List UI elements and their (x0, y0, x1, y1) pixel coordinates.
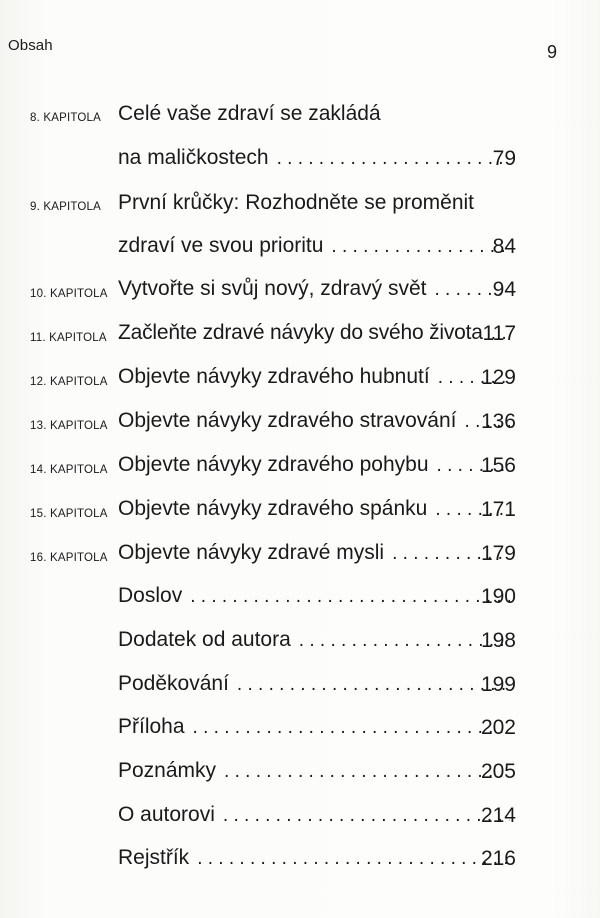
toc-entry-dodatek (0, 625, 600, 655)
running-head: Obsah (8, 37, 53, 54)
chapter-label: 16. KAPITOLA (30, 552, 108, 564)
page-ref: 199 (480, 673, 516, 696)
page-number: 9 (546, 42, 557, 62)
toc-entry-chapter-13 (0, 406, 600, 436)
toc-entry-doslov (0, 581, 600, 611)
toc-entry-chapter-9 (0, 187, 600, 217)
page-ref: 190 (480, 585, 516, 608)
leader-dots (197, 845, 510, 873)
chapter-title-line-1: Celé vaše zdraví se zakládá (118, 102, 381, 125)
chapter-label: 14. KAPITOLA (30, 464, 108, 476)
page-ref: 129 (480, 366, 516, 389)
toc-entry-chapter-8-cont (0, 143, 600, 173)
leader-dots (237, 671, 510, 699)
chapter-label: 12. KAPITOLA (30, 376, 108, 388)
toc-entry-chapter-12 (0, 362, 600, 392)
page-ref: 117 (482, 322, 516, 345)
chapter-title: Objevte návyky zdravého spánku (118, 497, 428, 520)
chapter-label: 13. KAPITOLA (30, 420, 108, 432)
page-ref: 171 (480, 498, 516, 521)
chapter-label: 8. KAPITOLA (30, 112, 102, 124)
section-title: Rejstřík (118, 846, 190, 869)
chapter-title: Začleňte zdravé návyky do svého života (118, 321, 483, 344)
chapter-title: Vytvořte si svůj nový, zdravý svět (118, 277, 427, 300)
page-ref: 156 (480, 454, 516, 477)
chapter-title-line-2: zdraví ve svou prioritu (118, 234, 324, 257)
chapter-title: Objevte návyky zdravého stravování (118, 409, 457, 432)
section-title: Poděkování (118, 672, 229, 695)
toc-entry-chapter-9-cont (0, 231, 600, 261)
chapter-title: Objevte návyky zdravého pohybu (118, 453, 429, 476)
section-title: Poznámky (118, 759, 217, 782)
chapter-label: 9. KAPITOLA (30, 201, 102, 213)
chapter-title: Objevte návyky zdravé mysli (118, 541, 385, 564)
toc-entry-rejstrik (0, 843, 600, 873)
chapter-title-line-1: První krůčky: Rozhodněte se proměnit (118, 191, 474, 214)
page-ref: 84 (492, 235, 516, 258)
toc-entry-chapter-8 (0, 98, 600, 128)
chapter-label: 15. KAPITOLA (30, 508, 108, 520)
toc-entry-chapter-11 (0, 318, 600, 348)
toc-entry-chapter-14 (0, 450, 600, 480)
section-title: Dodatek od autora (118, 628, 291, 651)
chapter-title-line-2: na maličkostech (118, 146, 269, 169)
toc-entry-chapter-16 (0, 538, 600, 568)
chapter-label: 10. KAPITOLA (30, 288, 108, 300)
section-title: O autorovi (118, 803, 215, 826)
page-ref: 94 (492, 278, 516, 301)
page-ref: 179 (480, 542, 516, 565)
page-ref: 136 (480, 410, 516, 433)
page-ref: 202 (480, 716, 516, 739)
leader-dots (224, 758, 510, 786)
toc-entry-chapter-15 (0, 494, 600, 524)
page-ref: 79 (492, 147, 516, 170)
page-ref: 216 (480, 847, 516, 870)
leader-dots (223, 802, 510, 830)
page-ref: 198 (480, 629, 516, 652)
toc-entry-chapter-10 (0, 274, 600, 304)
chapter-title: Objevte návyky zdravého hubnutí (118, 365, 430, 388)
chapter-label: 11. KAPITOLA (30, 332, 107, 344)
leader-dots (193, 714, 510, 742)
toc-entry-poznamky (0, 756, 600, 786)
page-ref: 214 (480, 804, 516, 827)
section-title: Příloha (118, 715, 185, 738)
section-title: Doslov (118, 584, 183, 607)
toc-entry-priloha (0, 712, 600, 742)
toc-entry-o-autorovi (0, 800, 600, 830)
toc-entry-podekovani (0, 669, 600, 699)
page-ref: 205 (480, 760, 516, 783)
leader-dots (190, 583, 510, 611)
